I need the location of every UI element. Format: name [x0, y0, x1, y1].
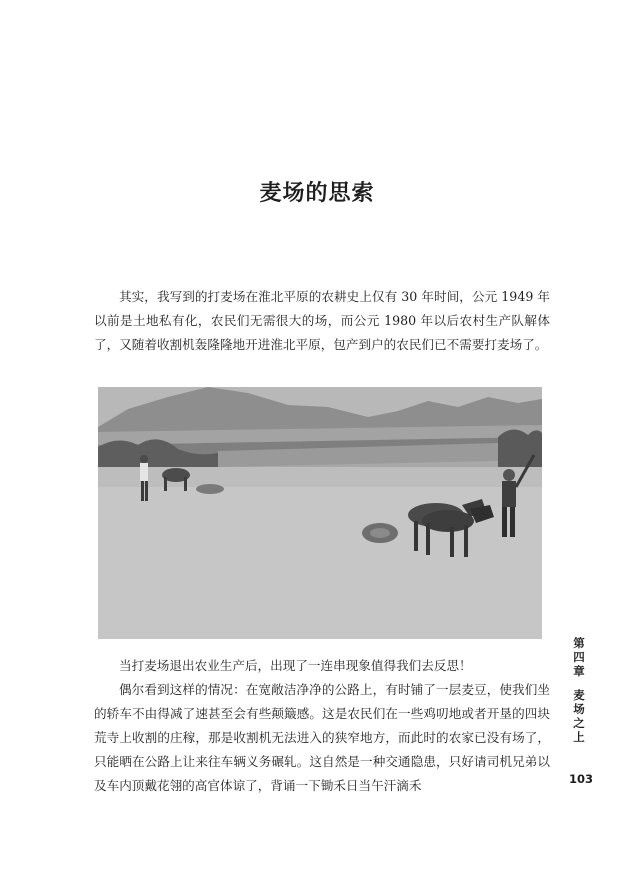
photo-illustration: [98, 387, 542, 639]
chapter-label: 第四章: [573, 636, 585, 678]
page-number: 103: [568, 772, 593, 786]
paragraph-intro: 其实，我写到的打麦场在淮北平原的农耕史上仅有 30 年时间，公元 1949 年以前是土地私有化，农民们无需很大的场，而公元 1980 年以后农村生产队解体了，又随着收割机轰隆隆地开进淮北平原，包产到户的农民们已不需要打麦场了。: [94, 289, 550, 352]
paragraph-road-drying: 偶尔看到这样的情况：在宽敞洁净净的公路上，有时铺了一层麦豆，使我们坐的轿车不由得减了速甚至会有些颠簸感。这是农民们在一些鸡叨地或者开垦的四块荒寺上收割的庄稼，那是收割机无法进入的狭窄地方，而此时的农家已没有场了，只能晒在公路上让来往车辆义务碾轧。这自然是一种交通隐患，只好请司机兄弟以及车内顶戴花翎的高官体谅了，背诵一下锄禾日当午汗滴禾: [94, 682, 550, 793]
threshing-field-photo: [98, 387, 542, 639]
paragraph-reflection: 当打麦场退出农业生产后，出现了一连串现象值得我们去反思！: [119, 658, 472, 673]
article-title: 麦场的思索: [259, 181, 375, 206]
section-label: 麦场之上: [573, 688, 585, 744]
